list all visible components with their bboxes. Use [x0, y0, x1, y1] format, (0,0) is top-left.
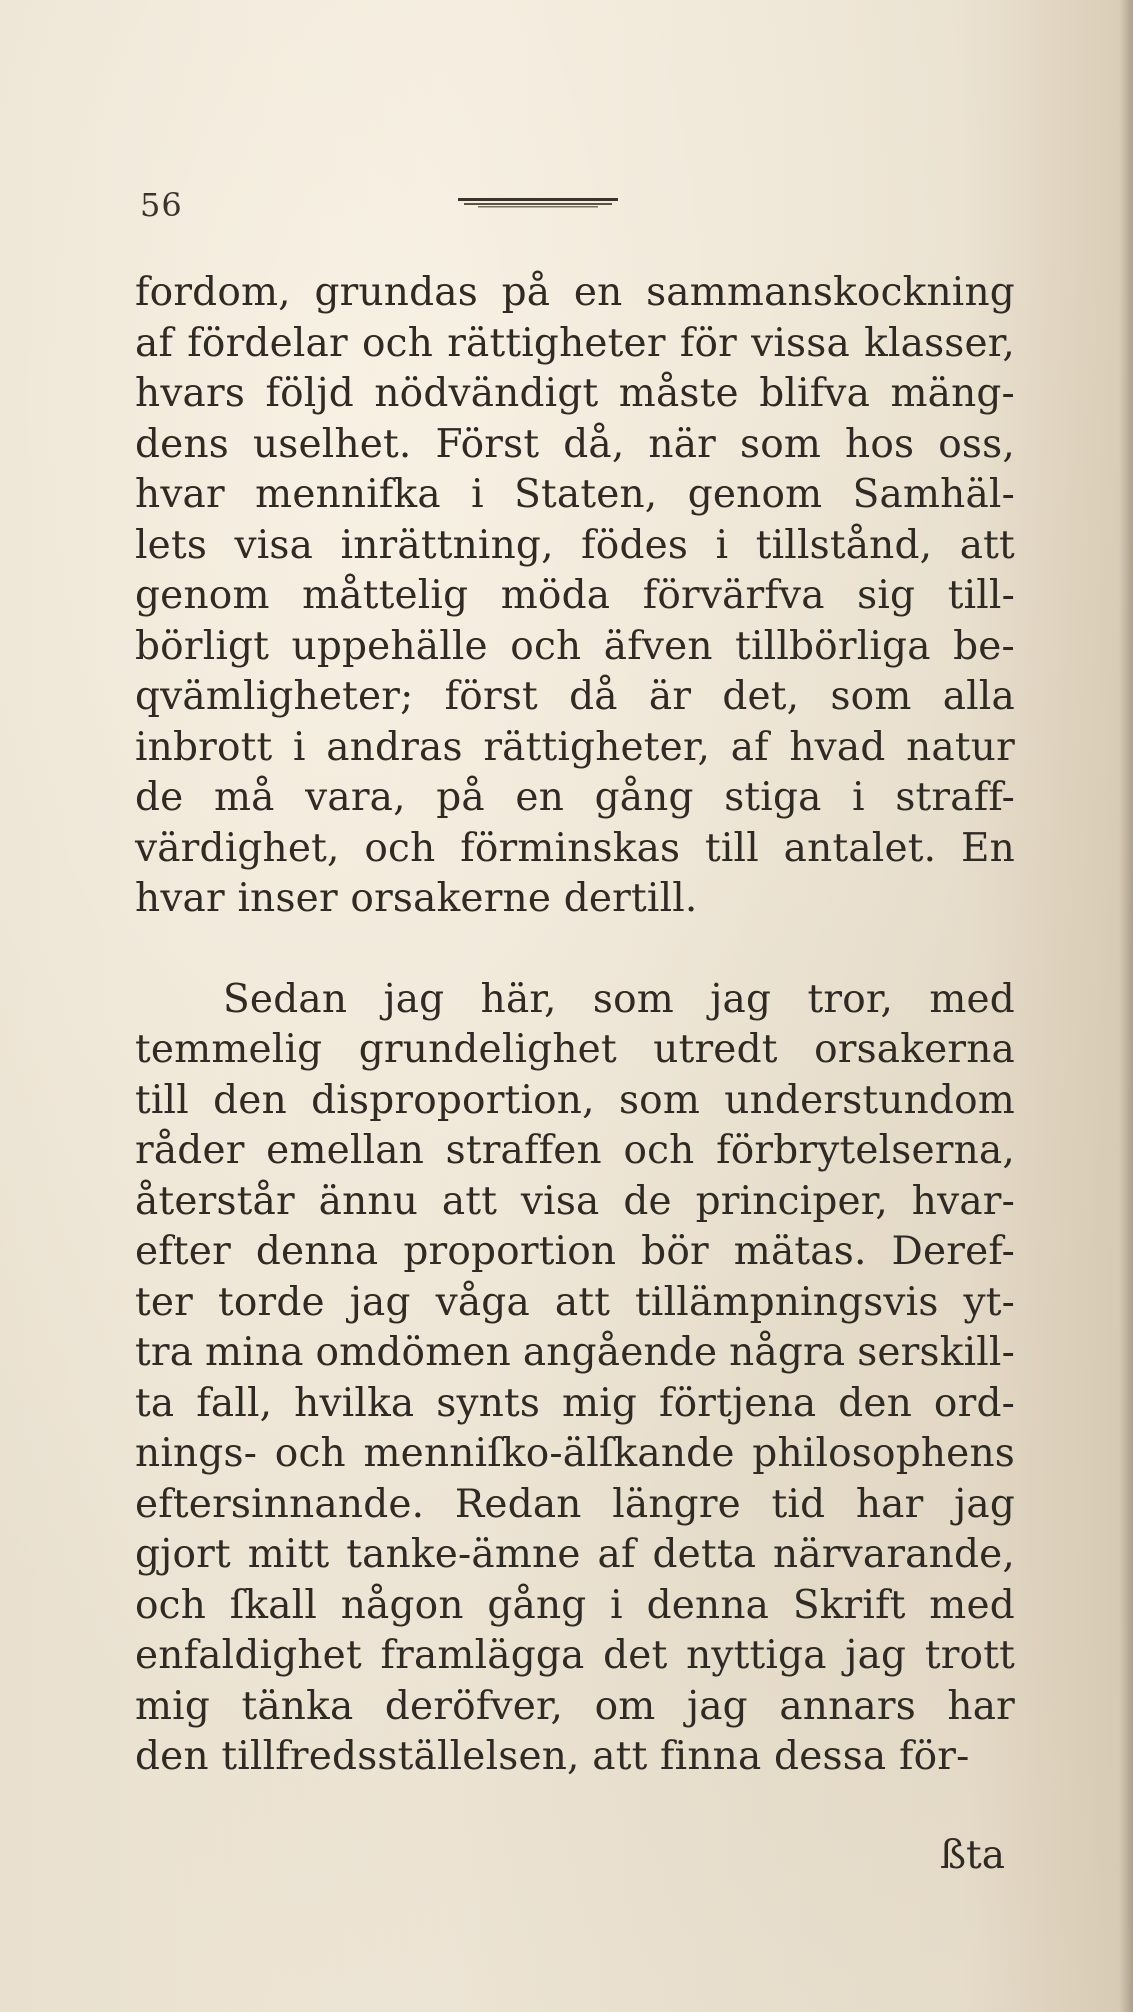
word: mäng- [890, 371, 1015, 416]
word: menniſko-älſkande [363, 1431, 735, 1476]
word: möda [500, 573, 611, 618]
word: inrättning, [340, 522, 554, 568]
word: är [648, 674, 692, 719]
word: jag [686, 1683, 748, 1729]
word: temmelig [135, 1027, 323, 1072]
word: tänka [241, 1683, 354, 1729]
text-line [135, 571, 1015, 622]
word: sig [857, 573, 916, 618]
word: till [705, 825, 759, 871]
text-line [135, 1682, 1015, 1733]
word: har [947, 1683, 1015, 1729]
word: torde [217, 1279, 325, 1325]
word: af [730, 724, 769, 770]
word: af [135, 320, 174, 366]
word: fall, [196, 1380, 273, 1426]
body-text [135, 268, 1015, 1783]
word: uppehälle [291, 623, 488, 669]
word: återstår [135, 1178, 295, 1224]
word: annars [779, 1683, 916, 1729]
word: fördelar [187, 320, 348, 366]
word: måttelig [302, 573, 469, 618]
word: genom [687, 472, 823, 517]
word: utredt [653, 1027, 778, 1072]
word: dessa [774, 1734, 899, 1779]
word: orsakerna [814, 1027, 1015, 1072]
word: ord- [933, 1380, 1015, 1426]
paragraph-gap [135, 925, 1015, 975]
word: och [135, 1582, 207, 1628]
word: Sedan [223, 976, 348, 1022]
word: att [959, 522, 1015, 568]
text-line [135, 319, 1015, 370]
text-line [135, 773, 1015, 824]
word: af [597, 1532, 636, 1577]
word: philosophens [752, 1431, 1015, 1476]
word: fordom, [135, 270, 291, 315]
word: nyttiga [686, 1633, 827, 1678]
word: Redan [454, 1481, 582, 1527]
word: straffen [445, 1128, 602, 1173]
text-line [135, 1076, 1015, 1127]
word: när [648, 421, 717, 467]
word: tillämpningsvis [635, 1279, 939, 1325]
word: gång [487, 1582, 587, 1628]
word: några [729, 1330, 846, 1375]
word: och [623, 1128, 695, 1173]
text-line [135, 975, 1015, 1026]
word: disproportion, [311, 1077, 595, 1123]
word: sammanskockning [646, 270, 1015, 315]
word: till- [947, 573, 1015, 618]
word: dertill. [563, 876, 698, 921]
word: alla [942, 674, 1015, 719]
word: för- [898, 1734, 970, 1779]
word: qvämligheter; [135, 674, 414, 719]
word: rättigheter [447, 320, 666, 366]
word: tra [135, 1330, 194, 1375]
word: bör [641, 1229, 709, 1274]
word: som [739, 421, 822, 467]
text-line [135, 470, 1015, 521]
word: oss, [938, 421, 1015, 467]
word: mina [205, 1330, 304, 1375]
word: jag [845, 1633, 907, 1678]
word: de [623, 1178, 672, 1224]
word: denna [255, 1229, 379, 1274]
word: tror, [807, 976, 894, 1022]
word: hvad [789, 724, 886, 770]
word: straff- [895, 775, 1015, 820]
word: i [471, 472, 484, 517]
word: den [213, 1077, 287, 1123]
word: ſkall [229, 1582, 318, 1628]
word: jag [954, 1481, 1015, 1527]
paragraph [135, 268, 1015, 925]
word: att [554, 1279, 611, 1325]
word: tillstånd, [755, 522, 933, 568]
word: i [852, 775, 865, 820]
word: födes [581, 522, 689, 568]
word: jag [349, 1279, 411, 1325]
word: som [830, 674, 912, 719]
word: rättigheter, [483, 724, 711, 770]
word: ännu [318, 1178, 419, 1224]
word: dens [135, 421, 229, 467]
word: yt- [963, 1279, 1015, 1325]
word: vissa [751, 320, 850, 366]
word: en [573, 270, 623, 315]
word: i [715, 522, 729, 568]
text-line [135, 1025, 1015, 1076]
word: måste [618, 371, 739, 416]
word: natur [906, 724, 1015, 770]
text-line [135, 1631, 1015, 1682]
word: hvars [135, 371, 246, 416]
text-line [135, 268, 1015, 319]
word: visa [234, 522, 314, 568]
word: enfaldighet [135, 1633, 362, 1678]
word: och [510, 623, 582, 669]
page-edge-shadow [1119, 0, 1133, 2012]
word: hvar- [911, 1178, 1015, 1224]
catchword: ßta [940, 1833, 1005, 1878]
word: till [135, 1077, 189, 1123]
word: närvarande, [773, 1532, 1015, 1577]
word: som [592, 976, 674, 1022]
word: den [135, 1734, 222, 1779]
word: blifva [759, 371, 871, 416]
word: hvar [135, 876, 238, 921]
word: emellan [266, 1128, 425, 1173]
word: jag [710, 976, 772, 1022]
word: och [274, 1431, 346, 1476]
word: grundelighet [358, 1027, 617, 1072]
word: mig [135, 1683, 211, 1729]
word: tillbörliga [735, 623, 931, 669]
word: trott [924, 1633, 1015, 1678]
word: orsakerne [350, 876, 564, 921]
word: framlägga [380, 1633, 585, 1678]
word: med [929, 976, 1015, 1022]
word: grundas [314, 270, 478, 315]
text-line [135, 420, 1015, 471]
word: och [364, 825, 436, 871]
word: Deref- [891, 1229, 1015, 1274]
word: visa [520, 1178, 600, 1224]
text-line [135, 622, 1015, 673]
word: den [838, 1380, 913, 1426]
word: först [444, 674, 538, 719]
word: råder [135, 1128, 245, 1173]
word: följd [265, 371, 354, 416]
text-line [135, 1429, 1015, 1480]
word: mig [562, 1380, 638, 1426]
text-line [135, 672, 1015, 723]
word: det [603, 1633, 668, 1678]
word: för [679, 320, 737, 366]
word: vara, [305, 775, 406, 820]
text-line [135, 521, 1015, 572]
word: denna [646, 1582, 770, 1628]
word: klasser, [864, 320, 1015, 366]
word: Först [435, 421, 540, 467]
word: någon [340, 1582, 464, 1628]
word: tid [771, 1481, 826, 1527]
word: börligt [135, 623, 270, 669]
text-line [135, 824, 1015, 875]
word: gjort [135, 1532, 231, 1577]
word: förbrytelserna, [716, 1128, 1015, 1173]
word: inbrott [135, 724, 273, 770]
word: de [135, 775, 184, 820]
word: på [436, 775, 485, 820]
word: på [501, 270, 551, 315]
word: uselhet. [252, 421, 412, 467]
text-line [135, 1530, 1015, 1581]
text-line [135, 723, 1015, 774]
word: förvärfva [642, 573, 825, 618]
word: omdömen [315, 1330, 511, 1375]
word: i [610, 1582, 623, 1628]
word: efter [135, 1229, 231, 1274]
text-line [135, 1328, 1015, 1379]
word: förminskas [460, 825, 681, 871]
word: i [293, 724, 306, 770]
word: och [361, 320, 434, 366]
word: tanke-ämne [346, 1532, 581, 1577]
word: finna [660, 1734, 775, 1779]
word: värdighet, [135, 825, 340, 871]
word: längre [612, 1481, 741, 1527]
word: hvar [135, 472, 225, 517]
word: tillfredsställelsen, [221, 1734, 593, 1779]
word: att [592, 1734, 661, 1779]
word: serskill- [857, 1330, 1015, 1375]
word: våga [435, 1279, 530, 1325]
word: ter [135, 1279, 193, 1325]
text-line [135, 1379, 1015, 1430]
word: mätas. [733, 1229, 867, 1274]
text-line [135, 1480, 1015, 1531]
text-line [135, 1581, 1015, 1632]
word: äfven [603, 623, 713, 669]
word: med [929, 1582, 1015, 1628]
word: hos [845, 421, 915, 467]
word: andras [326, 724, 463, 770]
word: detta [652, 1532, 757, 1577]
word: jag [383, 976, 445, 1022]
word: mitt [247, 1532, 330, 1577]
page-header [140, 186, 1000, 226]
text-line [135, 1126, 1015, 1177]
word: understundom [724, 1077, 1015, 1123]
word: att [441, 1178, 498, 1224]
word: genom [135, 573, 270, 618]
paragraph [135, 975, 1015, 1783]
word: då [569, 674, 618, 719]
word: då, [563, 421, 625, 467]
page-number: 56 [140, 186, 183, 224]
text-line [135, 1278, 1015, 1329]
word: inser [237, 876, 351, 921]
word: det, [722, 674, 800, 719]
word: synts [436, 1380, 541, 1426]
word: principer, [695, 1178, 888, 1224]
text-line [135, 874, 1015, 925]
word: En [960, 825, 1015, 871]
word: som [618, 1077, 701, 1123]
word: deröfver, [384, 1683, 564, 1729]
word: be- [953, 623, 1015, 669]
word: hvilka [294, 1380, 415, 1426]
text-line [135, 1732, 1015, 1783]
word: Staten, [514, 472, 658, 517]
word: förtjena [658, 1380, 817, 1426]
word: Samhäl- [852, 472, 1015, 517]
header-ornament-rule [458, 196, 618, 210]
word: angående [522, 1330, 718, 1375]
text-line [135, 1227, 1015, 1278]
text-line [135, 369, 1015, 420]
word: här, [480, 976, 557, 1022]
word: eftersinnande. [135, 1481, 425, 1527]
word: en [515, 775, 565, 820]
word: antalet. [783, 825, 937, 871]
word: Skrift [792, 1582, 906, 1628]
text-line [135, 1177, 1015, 1228]
word: stiga [724, 775, 822, 820]
word: mennifka [255, 472, 441, 517]
word: må [213, 775, 275, 820]
word: om [594, 1683, 656, 1729]
word: lets [135, 522, 208, 568]
word: nödvändigt [374, 371, 599, 416]
word: har [855, 1481, 924, 1527]
word: proportion [403, 1229, 617, 1274]
word: gång [594, 775, 694, 820]
word: ta [135, 1380, 175, 1426]
word: nings- [135, 1431, 258, 1476]
